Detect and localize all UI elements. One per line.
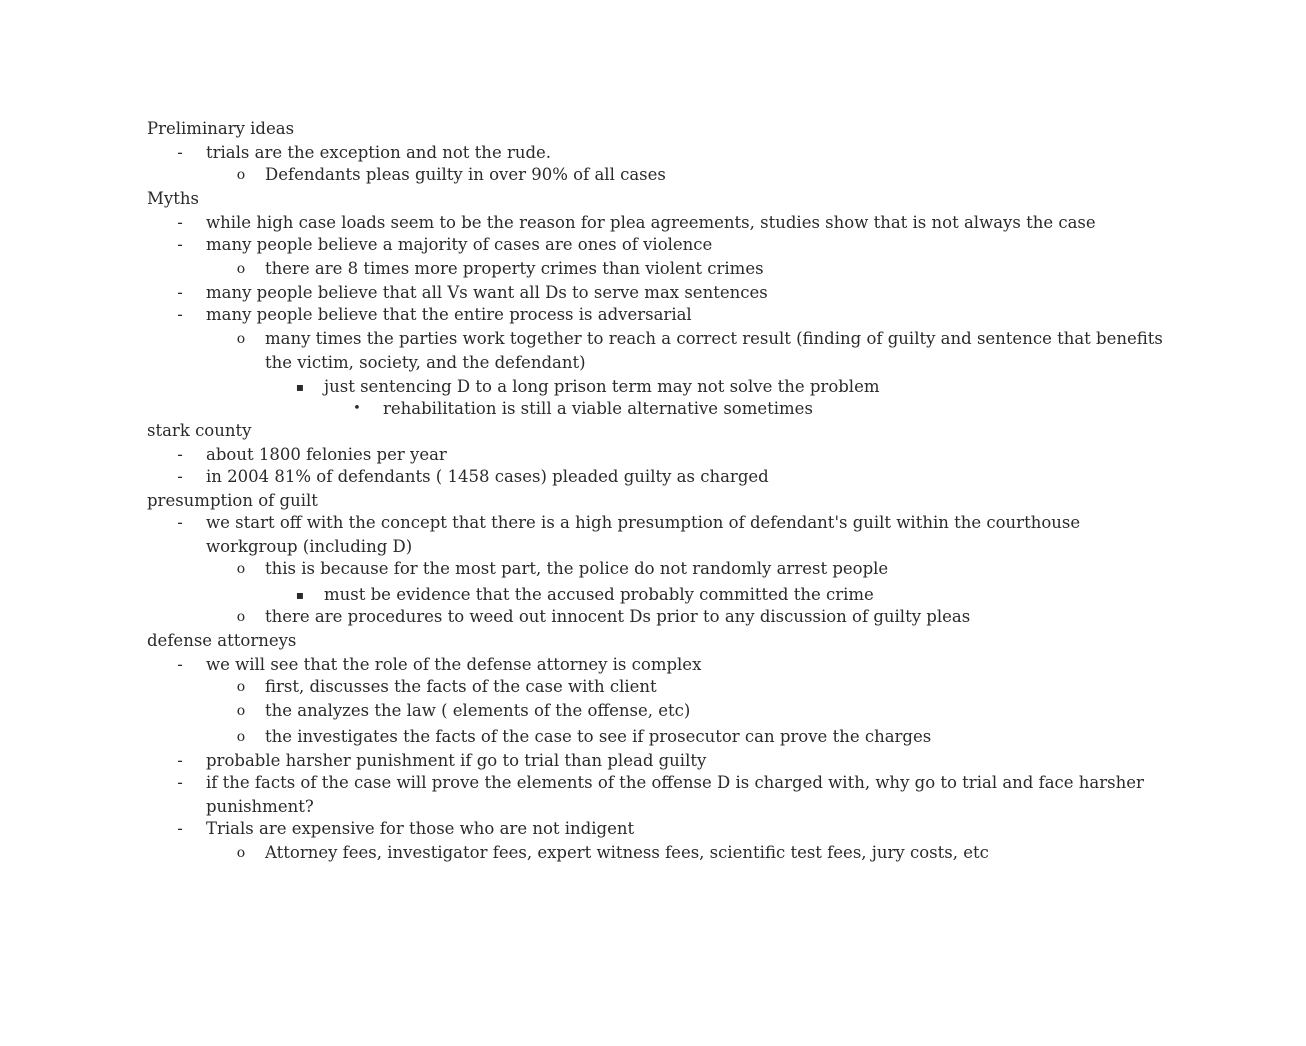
list-item-text: in 2004 81% of defendants ( 1458 cases) pleaded guilty as charged: [206, 467, 769, 486]
list-item-text: rehabilitation is still a viable alternative sometimes: [383, 399, 813, 418]
list-item-text: many people believe that the entire process is adversarial: [206, 305, 692, 324]
list-item-text: must be evidence that the accused probably committed the crime: [324, 585, 874, 604]
square-bullet: ▪: [295, 588, 305, 602]
square-bullet: ▪: [295, 380, 305, 394]
list-item-text: Defendants pleas guilty in over 90% of all cases: [265, 165, 666, 184]
list-item-text: we will see that the role of the defense attorney is complex: [206, 655, 702, 674]
list-item-text: many times the parties work together to reach a correct result (finding of guilty and sentence that benefits: [265, 329, 1163, 348]
list-item-text: first, discusses the facts of the case with client: [265, 677, 657, 696]
list-item-text: Attorney fees, investigator fees, expert witness fees, scientific test fees, jury costs, etc: [265, 843, 989, 862]
dash-bullet: -: [177, 235, 183, 254]
circle-bullet: o: [236, 729, 246, 745]
dash-bullet: -: [177, 513, 183, 532]
dot-bullet: •: [353, 401, 361, 416]
heading-text: Preliminary ideas: [147, 119, 295, 138]
list-item-text: if the facts of the case will prove the elements of the offense D is charged with, why go to trial and face harsher: [206, 773, 1144, 792]
list-item-text: the victim, society, and the defendant): [265, 353, 586, 372]
dash-bullet: -: [177, 751, 183, 770]
list-item-text: just sentencing D to a long prison term may not solve the problem: [324, 377, 880, 396]
list-item-text: punishment?: [206, 797, 314, 816]
heading-text: defense attorneys: [147, 631, 297, 650]
dash-bullet: -: [177, 773, 183, 792]
dash-bullet: -: [177, 467, 183, 486]
circle-bullet: o: [236, 561, 246, 577]
circle-bullet: o: [236, 331, 246, 347]
heading-text: stark county: [147, 421, 252, 440]
heading-text: presumption of guilt: [147, 491, 318, 510]
dash-bullet: -: [177, 143, 183, 162]
dash-bullet: -: [177, 305, 183, 324]
list-item-text: probable harsher punishment if go to trial than plead guilty: [206, 751, 707, 770]
list-item-text: workgroup (including D): [206, 537, 413, 556]
list-item-text: about 1800 felonies per year: [206, 445, 447, 464]
list-item-text: this is because for the most part, the police do not randomly arrest people: [265, 559, 889, 578]
dash-bullet: -: [177, 445, 183, 464]
circle-bullet: o: [236, 703, 246, 719]
list-item-text: the analyzes the law ( elements of the offense, etc): [265, 701, 691, 720]
list-item-text: many people believe that all Vs want all Ds to serve max sentences: [206, 283, 768, 302]
list-item-text: there are procedures to weed out innocent Ds prior to any discussion of guilty pleas: [265, 607, 971, 626]
list-item-text: there are 8 times more property crimes than violent crimes: [265, 259, 764, 278]
circle-bullet: o: [236, 679, 246, 695]
circle-bullet: o: [236, 261, 246, 277]
dash-bullet: -: [177, 283, 183, 302]
list-item-text: we start off with the concept that there is a high presumption of defendant's guilt within the courthouse: [206, 513, 1081, 532]
circle-bullet: o: [236, 845, 246, 861]
dash-bullet: -: [177, 213, 183, 232]
dash-bullet: -: [177, 655, 183, 674]
list-item-text: while high case loads seem to be the reason for plea agreements, studies show that is not always the case: [206, 213, 1096, 232]
list-item-text: trials are the exception and not the rude.: [206, 143, 552, 162]
list-item-text: many people believe a majority of cases are ones of violence: [206, 235, 713, 254]
list-item-text: the investigates the facts of the case to see if prosecutor can prove the charges: [265, 727, 932, 746]
list-item-text: Trials are expensive for those who are not indigent: [206, 819, 635, 838]
circle-bullet: o: [236, 609, 246, 625]
circle-bullet: o: [236, 167, 246, 183]
dash-bullet: -: [177, 819, 183, 838]
heading-text: Myths: [147, 189, 199, 208]
